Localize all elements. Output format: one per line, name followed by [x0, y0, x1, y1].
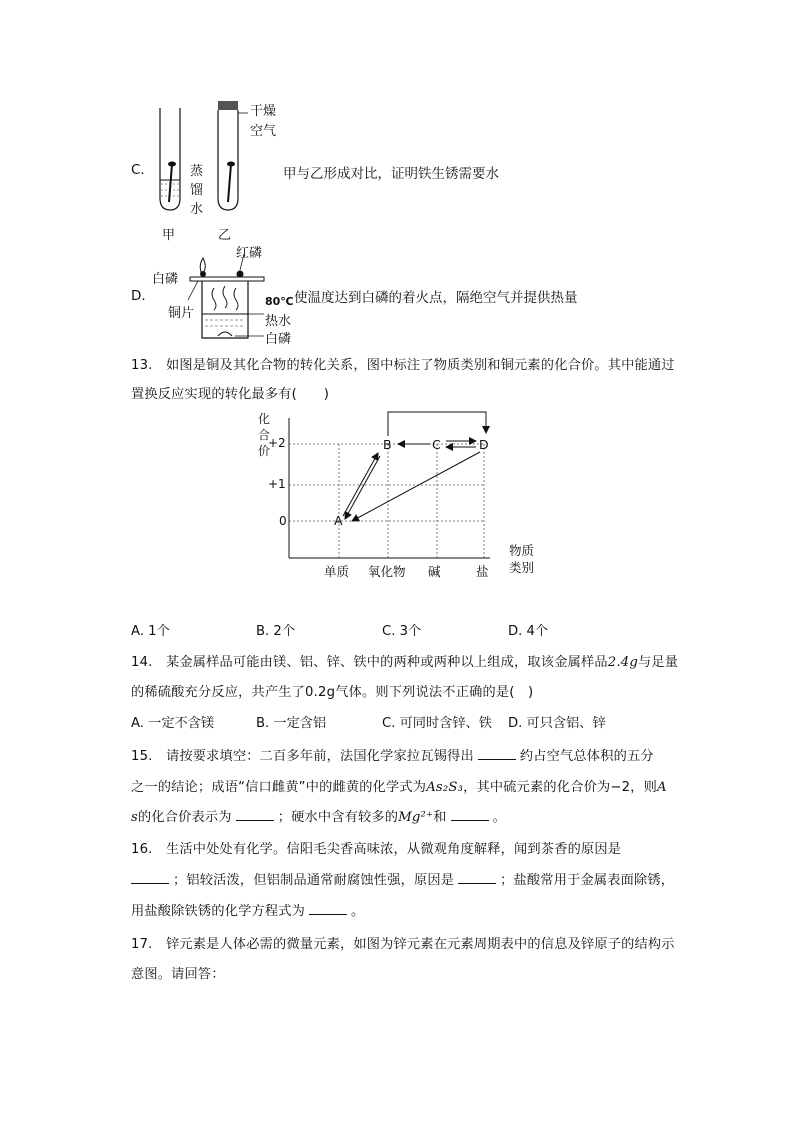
q15-line-3-and: 和: [433, 810, 447, 825]
q15-line-3-mid: ；硬水中含有较多的: [277, 810, 399, 825]
magnesium-ion: Mg²⁺: [398, 810, 434, 825]
q16-line-3: [131, 900, 364, 919]
q16-line-3-end: 。: [351, 904, 365, 919]
distilled-water-label-2: 馏: [190, 183, 204, 198]
q15-line-2-tail: A: [657, 780, 667, 795]
q15-line-1: [131, 745, 654, 764]
q16-line-1: 16. 生活中处处有化学。信阳毛尖香高味浓，从微观角度解释，闻到茶香的原因是: [131, 842, 622, 857]
q15-line-3-head: s: [131, 810, 138, 825]
orpiment-formula: As₂S₃: [426, 780, 464, 795]
q14-option-b[interactable]: B. 一定含铝: [256, 716, 327, 731]
y-axis-title-3: 价: [258, 444, 271, 458]
copper-conversion-diagram: [250, 408, 550, 583]
y-tick-plus2: +2: [268, 436, 286, 450]
q14-line-2-tail: 气体。则下列说法不正确的是( ): [335, 685, 534, 700]
option-c-text: 甲与乙形成对比，证明铁生锈需要水: [283, 166, 499, 182]
option-d-text: 使温度达到白磷的着火点，隔绝空气并提供热量: [294, 290, 578, 306]
q13-option-d[interactable]: D. 4个: [508, 624, 549, 639]
answer-blank[interactable]: [236, 809, 274, 821]
q15-line-3-text: 的化合价表示为: [137, 810, 232, 825]
x-tick-salt: 盐: [476, 564, 489, 579]
q14-line-1-text: 14. 某金属样品可能由镁、铝、锌、铁中的两种或两种以上组成，取该金属样品: [131, 655, 608, 670]
q14-gas: 0.2g: [305, 685, 336, 700]
q16-line-2-text: ；铝较活泼，但铝制品通常耐腐蚀性强，原因是: [173, 873, 455, 888]
distilled-water-label-1: 蒸: [190, 164, 204, 179]
q14-option-c[interactable]: C. 可同时含锌、铁: [382, 716, 492, 731]
q15-line-1-text: 15. 请按要求填空：二百多年前，法国化学家拉瓦锡得出: [131, 749, 474, 764]
red-phosphorus-label: 红磷: [236, 246, 263, 261]
y-tick-zero: 0: [279, 514, 287, 528]
q15-line-2-post: ，则: [630, 780, 657, 795]
dry-air-label-2: 空气: [250, 124, 277, 139]
q15-line-3-end: 。: [492, 810, 506, 825]
option-d-letter: D.: [131, 288, 146, 304]
q17-line-2: 意图。请回答：: [131, 967, 225, 982]
q13-option-a[interactable]: A. 1个: [131, 624, 170, 639]
answer-blank[interactable]: [458, 872, 496, 884]
q14-option-d[interactable]: D. 可只含铝、锌: [508, 716, 606, 731]
q16-line-2-tail: ；盐酸常用于金属表面除锈，: [500, 873, 675, 888]
q14-line-2-text: 的稀硫酸充分反应，共产生了: [131, 685, 306, 700]
q13-line-2: 置换反应实现的转化最多有( ): [131, 387, 330, 402]
point-c: C: [432, 437, 441, 452]
point-d: D: [479, 437, 489, 452]
q15-line-2-text: 之一的结论；成语“信口雌黄”中的雌黄的化学式为: [131, 780, 427, 795]
q15-line-1-tail: 约占空气总体积的五分: [519, 749, 654, 764]
x-axis-title-1: 物质: [509, 543, 535, 558]
q16-line-2: [131, 869, 674, 888]
q17-line-1: 17. 锌元素是人体必需的微量元素，如图为锌元素在元素周期表中的信息及锌原子的结构示: [131, 937, 675, 952]
dry-air-label-1: 干燥: [250, 104, 277, 119]
white-phosphorus-bottom-label: 白磷: [265, 332, 292, 347]
q15-line-3: [131, 806, 506, 825]
tube-jia-label: 甲: [162, 228, 176, 243]
x-axis-title-2: 类别: [509, 560, 535, 575]
option-c-letter: C.: [131, 162, 145, 178]
q14-line-1: [131, 651, 678, 670]
x-tick-base: 碱: [428, 564, 441, 579]
q13-option-c[interactable]: C. 3个: [382, 624, 422, 639]
tube-yi-label: 乙: [218, 228, 232, 243]
q15-line-2: [131, 776, 667, 795]
answer-blank[interactable]: [131, 872, 169, 884]
point-a: A: [334, 513, 343, 528]
copper-plate-label: 铜片: [168, 306, 195, 321]
answer-blank[interactable]: [451, 809, 489, 821]
y-tick-plus1: +1: [268, 477, 286, 491]
white-phosphorus-top-label: 白磷: [152, 272, 179, 287]
q16-line-3-text: 用盐酸除铁锈的化学方程式为: [131, 904, 306, 919]
q14-option-a[interactable]: A. 一定不含镁: [131, 716, 215, 731]
grid: [289, 444, 484, 558]
distilled-water-label-3: 水: [190, 202, 204, 217]
sulfur-valence: −2: [610, 780, 631, 795]
q15-line-2-mid: ，其中硫元素的化合价为: [463, 780, 611, 795]
hot-water-label: 热水: [265, 314, 292, 329]
temperature-label: 80℃: [265, 295, 294, 308]
x-tick-element: 单质: [324, 564, 350, 579]
point-b: B: [383, 437, 392, 452]
y-axis-title-2: 合: [258, 428, 271, 442]
q14-line-1-tail: 与足量: [637, 655, 679, 670]
q13-line-1: 13. 如图是铜及其化合物的转化关系，图中标注了物质类别和铜元素的化合价。其中能通过: [131, 358, 675, 373]
answer-blank[interactable]: [478, 748, 516, 760]
q13-option-b[interactable]: B. 2个: [256, 624, 296, 639]
q14-line-2: [131, 681, 533, 700]
answer-blank[interactable]: [309, 903, 347, 915]
q14-mass: 2.4g: [607, 655, 638, 670]
x-tick-oxide: 氧化物: [368, 564, 406, 579]
y-axis-title-1: 化: [258, 412, 271, 426]
